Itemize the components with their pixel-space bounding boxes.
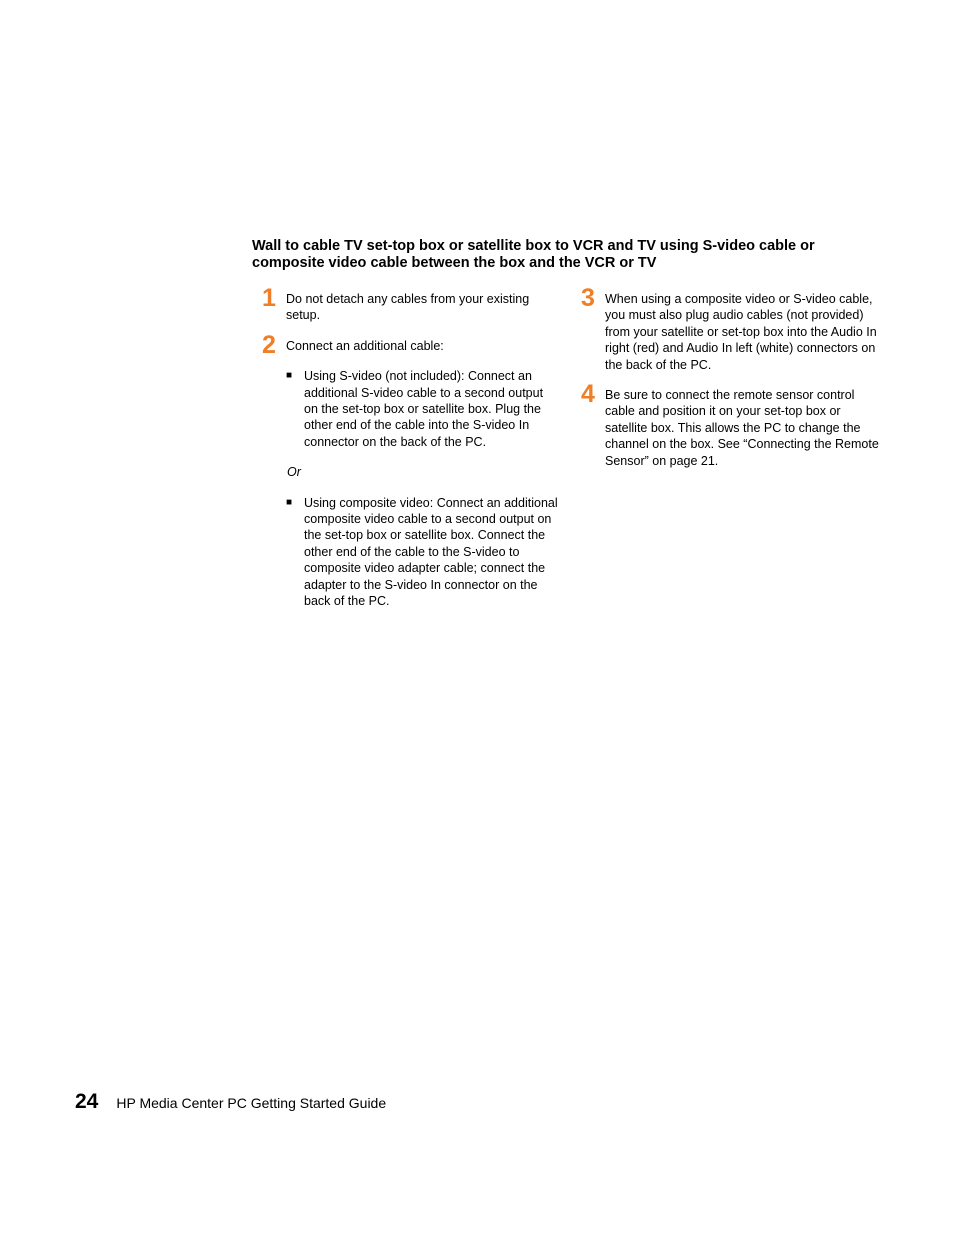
step-2 — [260, 330, 560, 359]
step-text: Connect an additional cable: — [286, 338, 444, 353]
bullet-text: Using S-video (not included): Connect an additional S-video cable to a second output on the set-top box or satellite box. Plug the other end of the cable into the S-video In connector on the back of the PC. — [304, 369, 544, 449]
page-number: 24 — [75, 1090, 99, 1113]
guide-title: HP Media Center PC Getting Started Guide — [116, 1095, 387, 1111]
bullet-text: Using composite video: Connect an additional composite video cable to a second output on the set-top box or satellite box. Connect the other end of the cable to the S-video to composite video adapter cable; connect the adapter to the S-video In connector on the back of the PC. — [304, 495, 558, 609]
step-4 — [579, 380, 879, 469]
step-number: 2 — [262, 330, 276, 359]
right-column — [579, 286, 879, 469]
step-3 — [579, 284, 879, 373]
page-footer — [75, 1088, 386, 1116]
step-number: 1 — [262, 284, 276, 312]
section-heading: Wall to cable TV set-top box or satellite box to VCR and TV using S-video cable or composite video cable between the box and the VCR or TV — [252, 238, 815, 271]
step-text: Do not detach any cables from your existing setup. — [286, 292, 530, 323]
or-separator: Or — [287, 465, 301, 480]
step-number: 3 — [581, 284, 595, 312]
bullet-composite-video — [286, 495, 560, 610]
square-bullet-icon: ■ — [286, 496, 293, 508]
left-column — [260, 286, 560, 610]
step-1 — [260, 284, 560, 324]
bullet-s-video — [286, 368, 560, 450]
step-number: 4 — [581, 380, 595, 409]
step-text: When using a composite video or S-video cable, you must also plug audio cables (not provided) from your satellite or set-top box into the Audio In right (red) and Audio In left (white) connectors on the back of the PC. — [605, 292, 877, 372]
square-bullet-icon: ■ — [286, 370, 293, 382]
step-text: Be sure to connect the remote sensor control cable and position it on your set-top box or satellite box. This allows the PC to change the channel on the box. See “Connecting the Remote Sensor” on page 21. — [605, 388, 879, 468]
